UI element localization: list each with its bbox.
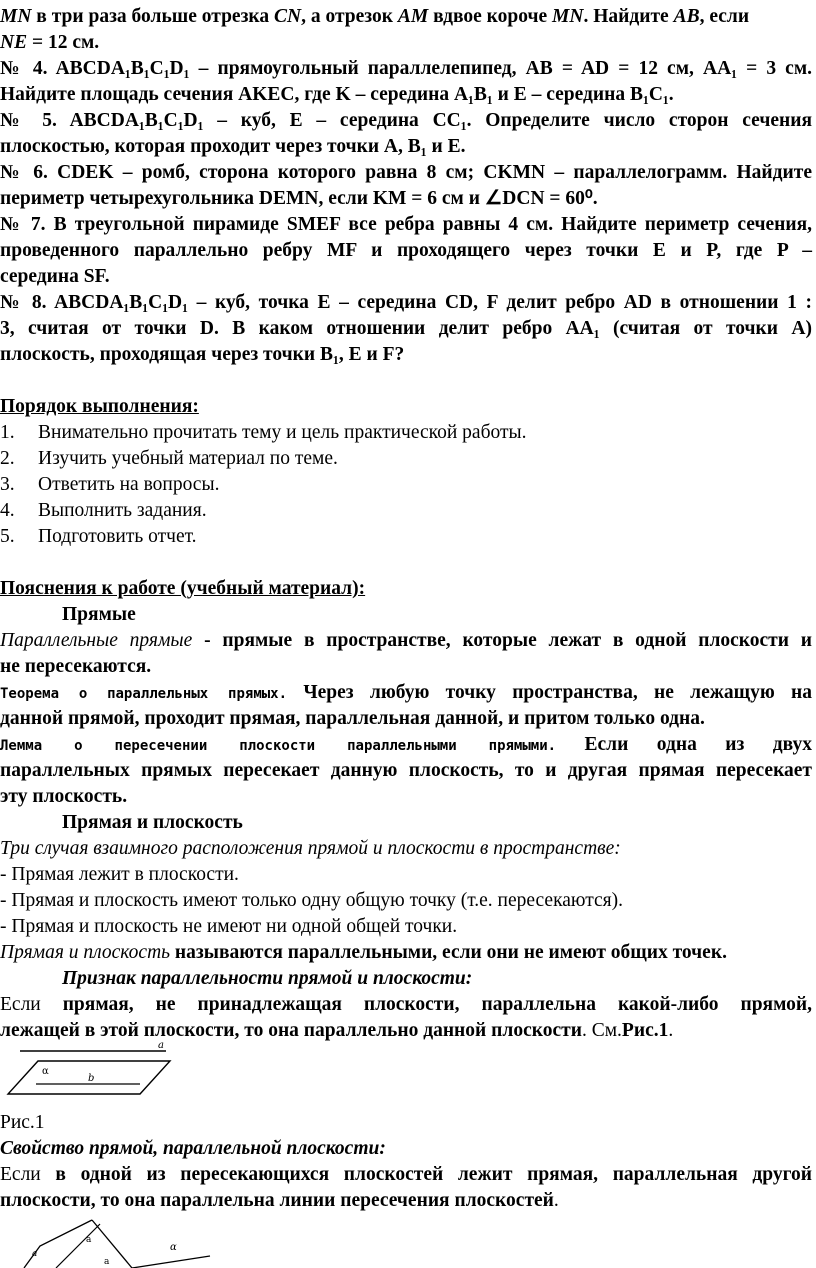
parallel-def-line-2: не пересекаются. [0, 656, 152, 677]
criterion-line-1: Если прямая, не принадлежащая плоскости, параллельна какой-либо прямой, [0, 994, 812, 1015]
task-7-line-1: № 7. В треугольной пирамиде SMEF все ребра равны 4 см. Найдите периметр сечения, [0, 214, 812, 235]
material-heading: Пояснения к работе (учебный материал): [0, 578, 366, 599]
task-8-line-1: № 8. ABCDA₁B₁C₁D₁ – куб, точка E – середина CD, F делит ребро AD в отношении 1 : [0, 292, 812, 313]
task-7-line-3: середина SF. [0, 266, 110, 287]
procedure-item: 2. Изучить учебный материал по теме. [0, 448, 338, 469]
task-7-line-2: проведенного параллельно ребру MF и проходящего через точки E и P, где P – [0, 240, 812, 261]
case-1: - Прямая лежит в плоскости. [0, 864, 239, 885]
lemma-line-1: Лемма о пересечении плоскости параллельными прямыми. Если одна из двух [0, 734, 812, 755]
fig2-line-a [56, 1224, 100, 1268]
property-line-1: Если в одной из пересекающихся плоскостей лежит прямая, параллельная другой [0, 1164, 812, 1185]
parallel-def-line-1: Параллельные прямые - прямые в пространстве, которые лежат в одной плоскости и [0, 630, 812, 651]
task-6-line-2: периметр четырехугольника DEMN, если KM = 6 см и ∠DCN = 60⁰. [0, 188, 598, 209]
task-3-tail: MN в три раза больше отрезка CN, а отрезок AM вдвое короче MN. Найдите AB, если NE = 12 см. [0, 6, 750, 53]
fig2-label-a1-bottom: a [104, 1257, 110, 1267]
procedure-item: 5. Подготовить отчет. [0, 526, 197, 547]
task-8-line-2: 3, считая от точки D. В каком отношении делит ребро AA₁ (считая от точки A) [0, 318, 812, 339]
fig2-label-a1-left: a [32, 1249, 38, 1259]
task-6-line-1: № 6. CDEK – ромб, сторона которого равна 8 см; CKMN – параллелограмм. Найдите [0, 162, 812, 183]
lines-heading: Прямые [62, 604, 136, 625]
fig1-label-a: a [158, 1040, 164, 1051]
procedure-item: 3. Ответить на вопросы. [0, 474, 220, 495]
property-heading: Свойство прямой, параллельной плоскости: [0, 1138, 386, 1159]
figure-1-caption: Рис.1 [0, 1112, 45, 1133]
fig2-intersection-line [92, 1220, 132, 1268]
case-2: - Прямая и плоскость имеют только одну общую точку (т.е. пересекаются). [0, 890, 623, 911]
theorem-line-1: Теорема о параллельных прямых. Через любую точку пространства, не лежащую на [0, 682, 812, 703]
fig1-label-alpha: α [42, 1066, 49, 1077]
task-5-line-2: плоскостью, которая проходит через точки A, B₁ и E. [0, 136, 466, 157]
lemma-line-3: эту плоскость. [0, 786, 128, 807]
criterion-heading: Признак параллельности прямой и плоскости: [62, 968, 473, 989]
procedure-heading: Порядок выполнения: [0, 396, 199, 417]
lemma-line-2: параллельных прямых пересекает данную плоскость, то и другая прямая пересекает [0, 760, 812, 781]
fig1-label-b: b [88, 1073, 95, 1084]
three-cases-intro: Три случая взаимного расположения прямой и плоскости в пространстве: [0, 838, 621, 859]
task-4-line-1: № 4. ABCDA₁B₁C₁D₁ – прямоугольный параллелепипед, AB = AD = 12 см, AA₁ = 3 см. [0, 58, 812, 79]
line-plane-heading: Прямая и плоскость [62, 812, 243, 833]
fig2-plane-alpha [132, 1256, 210, 1268]
figure-2-diagram [0, 1216, 240, 1268]
figure-1-diagram [0, 1040, 220, 1096]
fig2-plane-left [24, 1220, 92, 1268]
task-8-line-3: плоскость, проходящая через точки B₁, E и F? [0, 344, 405, 365]
property-line-2: плоскости, то она параллельна линии пересечения плоскостей. [0, 1190, 559, 1211]
theorem-line-2: данной прямой, проходит прямая, параллельная данной, и притом только одна. [0, 708, 705, 729]
procedure-item: 1. Внимательно прочитать тему и цель практической работы. [0, 422, 527, 443]
task-4-line-2: Найдите площадь сечения AKEC, где K – середина A₁B₁ и E – середина B₁C₁. [0, 84, 674, 105]
case-3: - Прямая и плоскость не имеют ни одной общей точки. [0, 916, 458, 937]
parallel-definition: Прямая и плоскость называются параллельными, если они не имеют общих точек. [0, 942, 727, 963]
procedure-item: 4. Выполнить задания. [0, 500, 207, 521]
fig2-label-alpha: α [170, 1242, 177, 1253]
criterion-line-2: лежащей в этой плоскости, то она параллельно данной плоскости. См.Рис.1. [0, 1020, 674, 1041]
fig2-label-a: a [86, 1235, 92, 1245]
task-5-line-1: № 5. ABCDA₁B₁C₁D₁ – куб, E – середина CC₁. Определите число сторон сечения [0, 110, 812, 131]
